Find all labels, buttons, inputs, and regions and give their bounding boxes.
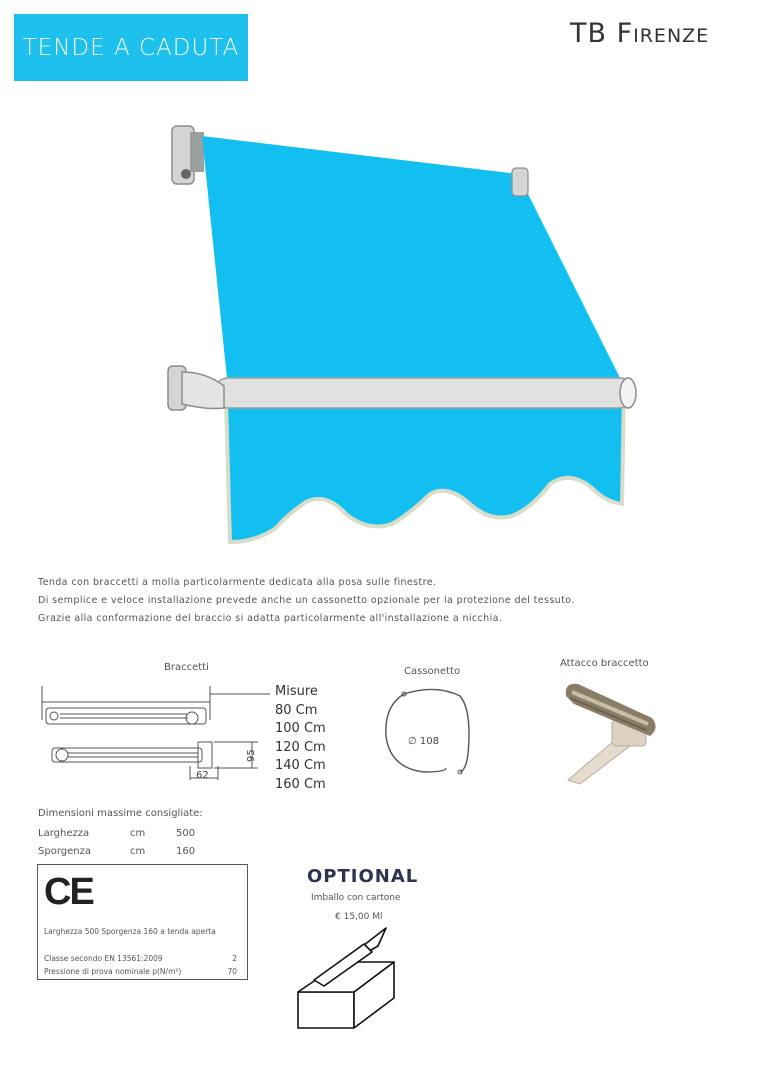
dim-62-label: 62 bbox=[196, 770, 209, 781]
cassonetto-diameter: ∅ 108 bbox=[408, 736, 439, 747]
size-item: 120 Cm bbox=[275, 739, 326, 755]
dim-95-label: 95 bbox=[246, 749, 257, 762]
ce-class-label: Classe secondo EN 13561:2009 bbox=[44, 954, 163, 963]
ce-pressure-label: Pressione di prova nominale p(N/m²) bbox=[44, 967, 182, 976]
sizes-title: Misure bbox=[275, 684, 318, 699]
ce-certification-box bbox=[37, 864, 248, 980]
awning-valance bbox=[226, 388, 624, 542]
dimension-value: 160 bbox=[176, 846, 196, 857]
top-left-mechanism bbox=[190, 132, 204, 172]
description-line: Grazie alla conformazione del braccio si adatta particolarmente all'installazione a nicchia. bbox=[38, 613, 503, 624]
arm-joint bbox=[182, 372, 224, 409]
dimension-value: 500 bbox=[176, 828, 196, 839]
braccetti-diagram bbox=[38, 680, 278, 800]
category-banner bbox=[14, 14, 248, 81]
attacco-label: Attacco braccetto bbox=[560, 658, 649, 669]
product-description bbox=[38, 574, 575, 628]
dimensions-title: Dimensioni massime consigliate: bbox=[38, 808, 203, 819]
optional-title: OPTIONAL bbox=[307, 866, 419, 887]
box-icon bbox=[294, 926, 404, 1032]
ce-line-1: Larghezza 500 Sporgenza 160 a tenda aperta bbox=[44, 927, 216, 936]
optional-subtitle: Imballo con cartone bbox=[311, 893, 401, 903]
optional-price: € 15,00 Ml bbox=[335, 912, 383, 922]
product-title: TB Firenze bbox=[570, 18, 710, 49]
size-item: 160 Cm bbox=[275, 776, 326, 792]
ce-mark: CE bbox=[44, 871, 93, 913]
ce-pressure-value: 70 bbox=[227, 967, 237, 976]
category-title: TENDE A CADUTA bbox=[22, 34, 240, 61]
description-line: Tenda con braccetti a molla particolarmente dedicata alla posa sulle finestre. bbox=[38, 577, 437, 588]
size-item: 80 Cm bbox=[275, 702, 318, 718]
front-bar bbox=[214, 378, 634, 408]
dimension-label: Sporgenza bbox=[38, 846, 91, 857]
attacco-illustration bbox=[560, 676, 660, 786]
sizes-list bbox=[275, 683, 326, 794]
braccetti-label: Braccetti bbox=[164, 662, 209, 673]
ce-class-value: 2 bbox=[232, 954, 237, 963]
description-line: Di semplice e veloce installazione prevede anche un cassonetto opzionale per la protezione del tessuto. bbox=[38, 595, 575, 606]
dimension-unit: cm bbox=[130, 828, 146, 839]
cassonetto-diagram bbox=[380, 684, 480, 780]
awning-illustration bbox=[140, 110, 660, 560]
dimension-unit: cm bbox=[130, 846, 146, 857]
size-item: 100 Cm bbox=[275, 721, 326, 736]
awning-fabric-top bbox=[202, 136, 620, 388]
dimension-label: Larghezza bbox=[38, 828, 90, 839]
cassonetto-label: Cassonetto bbox=[404, 666, 461, 677]
top-right-bracket bbox=[512, 168, 528, 196]
size-item: 140 Cm bbox=[275, 758, 326, 773]
